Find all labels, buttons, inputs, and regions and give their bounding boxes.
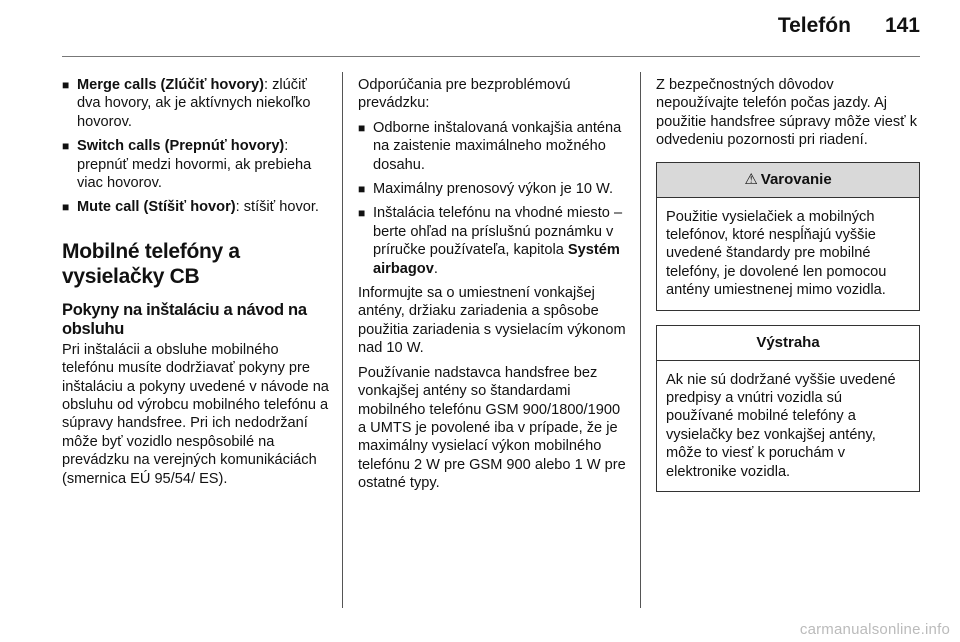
body-paragraph: Z bezpečnostných dôvodov nepoužívajte telefón počas jazdy. Aj použitie handsfree súpravy môže viesť k odvedeniu pozornosti pri riadení. <box>656 77 917 149</box>
warning-text: Použitie vysielačiek a mobilných telefónov, ktoré nespĺňajú vyššie uvedené štandardy pre mobilné telefóny, je dovolené len pomocou antény umiestnenej mimo vozidla. <box>666 208 887 299</box>
warning-triangle-icon: ⚠ <box>744 170 758 188</box>
body-paragraph: Používanie nadstavca handsfree bez vonkajšej antény so štandardami mobilného telefónu GSM 900/1800/1900 a UMTS je povolené iba v prípade, že je maximálny vysielací výkon mobilného telefónu 2 W pre GSM 900 alebo 1 W pre ostatné typy. <box>358 364 626 492</box>
watermark: carmanualsonline.info <box>799 621 950 638</box>
chapter-reference: Systém airbagov <box>373 242 620 277</box>
page-header <box>778 14 920 44</box>
caution-text: Ak nie sú dodržané vyššie uvedené predpisy a vnútri vozidla sú používané mobilné telefóny a vysielačky bez vonkajšej antény, môže to viesť k poruchám v elektronike vozidla. <box>666 371 896 480</box>
column-middle <box>358 76 626 499</box>
section-heading: Mobilné telefóny a vysielačky CB <box>62 239 240 288</box>
bullet-text: Inštalácia telefónu na vhodné miesto – berte ohľad na príslušnú poznámku v príručke používateľa, kapitola <box>373 205 623 259</box>
caution-box <box>656 325 920 492</box>
list-item <box>358 119 626 174</box>
list-item <box>358 204 626 278</box>
column-divider-1 <box>342 72 343 608</box>
bullet-icon: ■ <box>358 206 366 221</box>
warning-box <box>656 162 920 311</box>
warning-title: Varovanie <box>760 170 832 188</box>
bullet-term: Merge calls (Zlúčiť hovory) <box>77 77 265 93</box>
list-item <box>62 76 332 131</box>
bullet-text: : prepnúť medzi hovormi, ak prebieha viac hovorov. <box>77 138 312 192</box>
warning-header <box>657 163 919 198</box>
page-number: 141 <box>884 14 920 37</box>
bullet-text: : stíšiť hovor. <box>235 199 319 216</box>
subsection-heading: Pokyny na inštaláciu a návod na obsluhu <box>62 300 307 338</box>
intro-paragraph: Odporúčania pre bezproblémovú prevádzku: <box>358 77 571 112</box>
list-item <box>62 137 332 192</box>
bullet-text: : zlúčiť dva hovory, ak je aktívnych niekoľko hovorov. <box>77 77 311 130</box>
body-paragraph: Informujte sa o umiestnení vonkajšej antény, držiaku zariadenia a spôsobe použitia zariadenia s vysielacím výkonom nad 10 W. <box>358 285 626 357</box>
bullet-term: Switch calls (Prepnúť hovory) <box>77 138 285 155</box>
list-item <box>62 198 332 216</box>
header-divider <box>62 56 920 57</box>
bullet-term: Mute call (Stíšiť hovor) <box>77 199 236 216</box>
bullet-text: Odborne inštalovaná vonkajšia anténa na zaistenie maximálneho možného dosahu. <box>373 119 622 173</box>
list-item <box>358 180 626 198</box>
bullet-icon: ■ <box>62 139 70 154</box>
column-right <box>656 76 920 492</box>
page-title: Telefón <box>777 14 851 37</box>
bullet-icon: ■ <box>62 78 70 92</box>
bullet-text: Maximálny prenosový výkon je 10 W. <box>373 181 614 198</box>
column-left <box>62 76 332 494</box>
column-divider-2 <box>640 72 641 608</box>
caution-title: Výstraha <box>657 326 919 361</box>
body-paragraph: Pri inštalácii a obsluhe mobilného telefónu musíte dodržiavať pokyny pre inštaláciu a pokyny uvedené v návode na obsluhu od výrobcu mobilného telefónu a súpravy handsfree. Pri ich nedodržaní môže byť vozidlo nespôsobilé na prevádzku na verejných komunikáciách (smernica EÚ 95/54/ ES). <box>62 341 329 487</box>
bullet-tail: . <box>433 260 438 277</box>
bullet-icon: ■ <box>358 120 366 135</box>
bullet-icon: ■ <box>358 182 366 197</box>
bullet-icon: ■ <box>62 200 70 215</box>
